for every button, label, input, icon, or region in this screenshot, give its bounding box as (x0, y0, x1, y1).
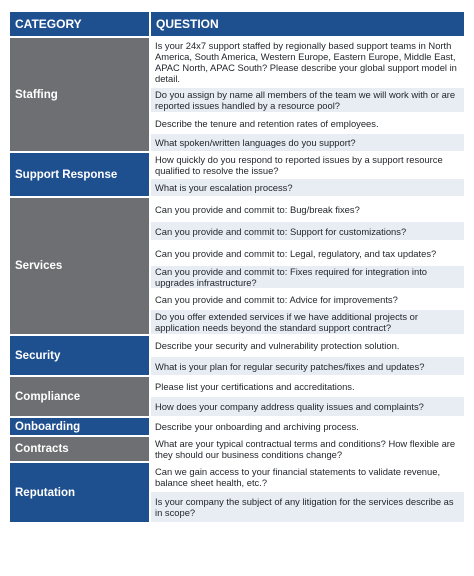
question-cell: Can you provide and commit to: Legal, regulatory, and tax updates? (151, 242, 464, 264)
question-cell: Can you provide and commit to: Support for customizations? (151, 222, 464, 240)
questionnaire-table (10, 12, 464, 522)
category-cell: Reputation (10, 463, 149, 522)
question-cell: Do you assign by name all members of the team we will work with or are reported issues handled by a resource pool? (151, 88, 464, 112)
question-cell: Do you offer extended services if we have additional projects or application needs beyond the standard support contract? (151, 310, 464, 334)
question-cell: What is your plan for regular security patches/fixes and updates? (151, 357, 464, 375)
question-list (151, 418, 464, 435)
section-reputation (10, 463, 464, 522)
category-cell: Security (10, 336, 149, 375)
section-support-response (10, 153, 464, 196)
category-cell: Compliance (10, 377, 149, 416)
question-cell: Can you provide and commit to: Bug/break fixes? (151, 198, 464, 220)
question-cell: How does your company address quality issues and complaints? (151, 397, 464, 416)
section-contracts (10, 437, 464, 461)
section-onboarding (10, 418, 464, 435)
question-cell: What is your escalation process? (151, 179, 464, 196)
question-cell: Describe your onboarding and archiving process. (151, 418, 464, 435)
category-cell: Support Response (10, 153, 149, 196)
question-cell: What are your typical contractual terms and conditions? How flexible are they should our business conditions change? (151, 437, 464, 461)
question-list (151, 38, 464, 151)
table-body (10, 38, 464, 522)
category-cell: Staffing (10, 38, 149, 151)
section-security (10, 336, 464, 375)
question-list (151, 153, 464, 196)
question-cell: Is your company the subject of any litigation for the services describe as in scope? (151, 492, 464, 522)
question-list (151, 198, 464, 334)
question-column-header: QUESTION (151, 12, 464, 36)
question-list (151, 336, 464, 375)
category-column-header: CATEGORY (10, 12, 149, 36)
question-cell: What spoken/written languages do you support? (151, 134, 464, 151)
question-cell: Describe your security and vulnerability protection solution. (151, 336, 464, 355)
question-cell: Can you provide and commit to: Fixes required for integration into upgrades infrastructure? (151, 266, 464, 288)
question-cell: How quickly do you respond to reported issues by a support resource qualified to resolve the issue? (151, 153, 464, 177)
category-cell: Services (10, 198, 149, 334)
section-staffing (10, 38, 464, 151)
question-list (151, 463, 464, 522)
question-cell: Is your 24x7 support staffed by regionally based support teams in North America, South America, Western Europe, Eastern Europe, Middle East, APAC North, APAC South? Please describe your global support model in detail. (151, 38, 464, 86)
category-cell: Contracts (10, 437, 149, 461)
category-cell: Onboarding (10, 418, 149, 435)
question-list (151, 437, 464, 461)
question-list (151, 377, 464, 416)
question-cell: Please list your certifications and accreditations. (151, 377, 464, 395)
question-cell: Can you provide and commit to: Advice for improvements? (151, 290, 464, 308)
table-header (10, 12, 464, 36)
question-cell: Describe the tenure and retention rates of employees. (151, 114, 464, 132)
section-services (10, 198, 464, 334)
question-cell: Can we gain access to your financial statements to validate revenue, balance sheet health, etc.? (151, 463, 464, 490)
section-compliance (10, 377, 464, 416)
